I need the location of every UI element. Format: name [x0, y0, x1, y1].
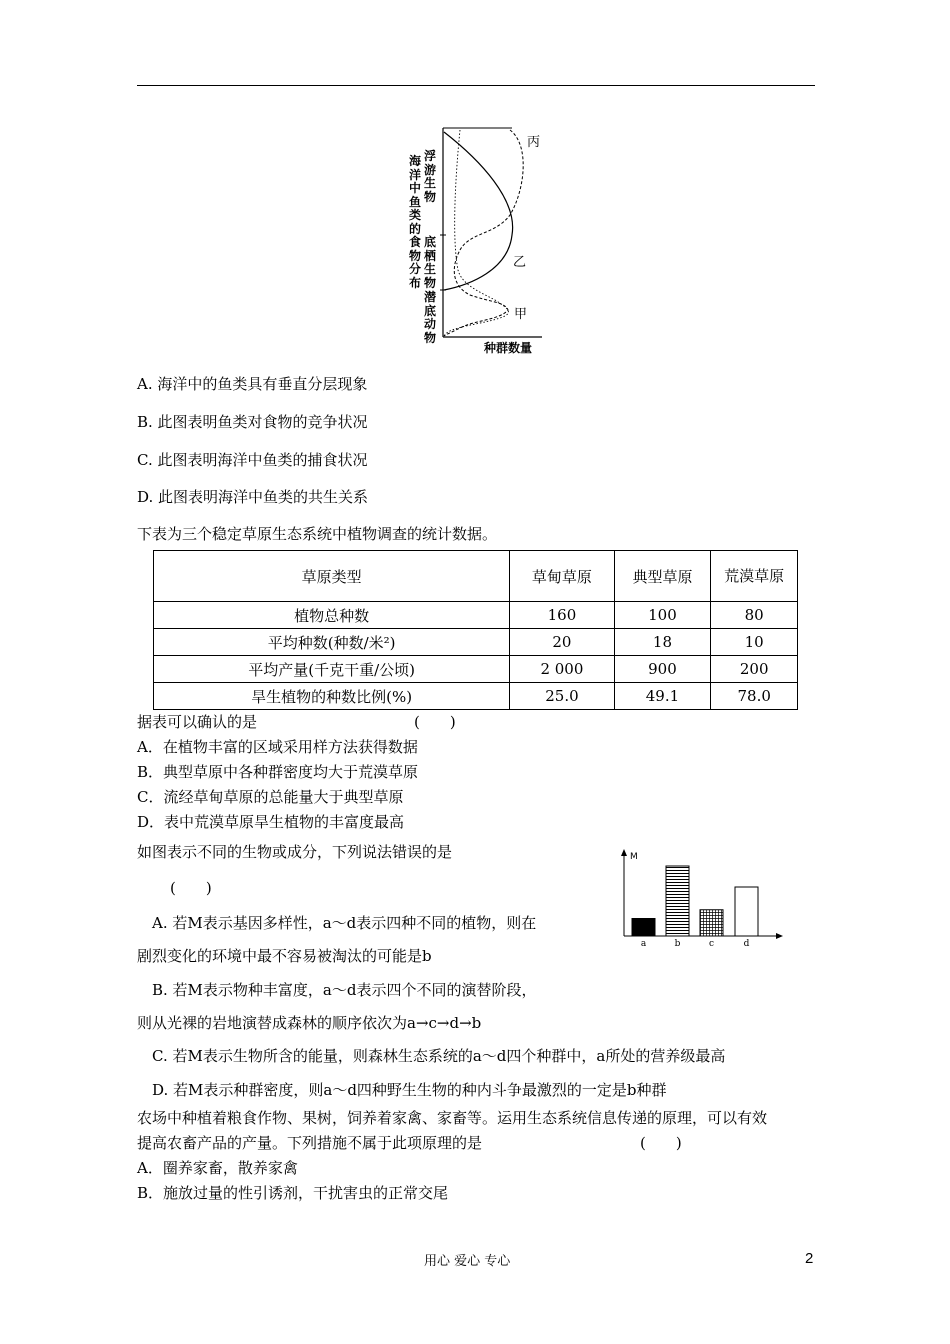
- q2-answer-bracket: ( ): [414, 713, 456, 731]
- fig1-zone-plankton: 浮游生物: [424, 149, 437, 204]
- table-cell: 旱生植物的种数比例(%): [154, 683, 510, 710]
- q3-option-d: D. 若M表示种群密度，则a～d四种野生生物的种内斗争最激烈的一定是b种群: [152, 1081, 667, 1099]
- bar-label-d: d: [743, 939, 750, 949]
- q3-option-b-line1: B. 若M表示物种丰富度，a～d表示四个不同的演替阶段，: [152, 981, 537, 999]
- table-header-cell: 典型草原: [614, 551, 711, 602]
- grassland-data-table: [153, 550, 798, 710]
- q1-option-b: B. 此图表明鱼类对食物的竞争状况: [137, 413, 368, 431]
- q1-option-c: C. 此图表明海洋中鱼类的捕食状况: [137, 451, 368, 469]
- q3-option-a-line2: 剧烈变化的环境中最不容易被淘汰的可能是b: [137, 947, 432, 965]
- q1-option-d: D. 此图表明海洋中鱼类的共生关系: [137, 488, 369, 506]
- table-cell: 植物总种数: [154, 602, 510, 629]
- q3-option-b-line2: 则从光裸的岩地演替成森林的顺序依次为a→c→d→b: [137, 1014, 482, 1032]
- table-row: [154, 602, 798, 629]
- q3-answer-bracket: ( ): [170, 879, 212, 897]
- chart-category-labels: [641, 939, 750, 949]
- fig1-curve-label-yi: 乙: [513, 255, 527, 270]
- q4-stem-line2: 提高农畜产品的产量。下列措施不属于此项原理的是: [137, 1134, 483, 1152]
- bar-b: [666, 866, 689, 936]
- fig1-y-label: 海洋中鱼类的食物分布: [409, 154, 422, 290]
- bar-d: [735, 887, 758, 936]
- table-row: [154, 629, 798, 656]
- chart-y-label: M: [630, 852, 638, 862]
- fig1-zone-burrowing: 潜底动物: [424, 290, 437, 345]
- curve-bing: [444, 130, 523, 336]
- table-cell: 平均种数(种数/米²): [154, 629, 510, 656]
- table-header-cell: 草原类型: [154, 551, 510, 602]
- table-cell: 160: [510, 602, 614, 629]
- header-rule: [137, 85, 815, 86]
- bar-c: [700, 910, 723, 936]
- q2-option-a: A．在植物丰富的区域采用样方法获得数据: [137, 738, 418, 756]
- q3-option-a-line1: A. 若M表示基因多样性，a～d表示四种不同的植物，则在: [152, 914, 537, 932]
- table-cell: 平均产量(千克干重/公顷): [154, 656, 510, 683]
- table-cell: 78.0: [711, 683, 798, 710]
- bar-label-b: b: [674, 939, 681, 949]
- table-cell: 80: [711, 602, 798, 629]
- table-row: [154, 683, 798, 710]
- q4-option-b: B．施放过量的性引诱剂，干扰害虫的正常交尾: [137, 1184, 449, 1202]
- table-header-cell: 荒漠草原: [711, 551, 798, 602]
- q4-answer-bracket: ( ): [640, 1134, 682, 1152]
- bar-label-a: a: [640, 939, 647, 949]
- footer-motto: 用心 爱心 专心: [424, 1254, 511, 1269]
- table-cell: 200: [711, 656, 798, 683]
- table-cell: 18: [614, 629, 711, 656]
- x-axis-arrow: [776, 933, 783, 939]
- q3-option-c: C. 若M表示生物所含的能量，则森林生态系统的a～d四个种群中，a所处的营养级最高: [152, 1047, 726, 1065]
- bar-a: [632, 919, 655, 937]
- table-cell: 2 000: [510, 656, 614, 683]
- table-cell: 100: [614, 602, 711, 629]
- chart-bars: [632, 866, 758, 936]
- q2-intro: 下表为三个稳定草原生态系统中植物调查的统计数据。: [137, 525, 498, 543]
- table-cell: 49.1: [614, 683, 711, 710]
- q4-option-a: A．圈养家畜，散养家禽: [137, 1159, 298, 1177]
- table-cell: 20: [510, 629, 614, 656]
- q2-stem: 据表可以确认的是: [137, 713, 258, 731]
- fig1-curve-label-jia: 甲: [514, 307, 528, 322]
- q4-stem-line1: 农场中种植着粮食作物、果树，饲养着家禽、家畜等。运用生态系统信息传递的原理，可以有效: [137, 1109, 768, 1127]
- table-header-cell: 草甸草原: [510, 551, 614, 602]
- q2-option-d: D．表中荒漠草原旱生植物的丰富度最高: [137, 813, 405, 831]
- m-bar-chart: [612, 845, 787, 955]
- bar-label-c: c: [708, 939, 715, 949]
- fig1-curve-label-bing: 丙: [527, 135, 541, 150]
- table-header-row: [154, 551, 798, 602]
- table-row: [154, 656, 798, 683]
- q1-option-a: A. 海洋中的鱼类具有垂直分层现象: [137, 375, 368, 393]
- q2-option-c: C．流经草甸草原的总能量大于典型草原: [137, 788, 404, 806]
- q3-stem: 如图表示不同的生物或成分，下列说法错误的是: [137, 843, 453, 861]
- q2-option-b: B．典型草原中各种群密度均大于荒漠草原: [137, 763, 419, 781]
- table-cell: 900: [614, 656, 711, 683]
- fig1-zone-benthic: 底栖生物: [424, 235, 437, 290]
- page-number: 2: [805, 1250, 814, 1267]
- table-cell: 25.0: [510, 683, 614, 710]
- table-cell: 10: [711, 629, 798, 656]
- fig1-x-label: 种群数量: [484, 341, 533, 355]
- y-axis-arrow: [621, 849, 627, 856]
